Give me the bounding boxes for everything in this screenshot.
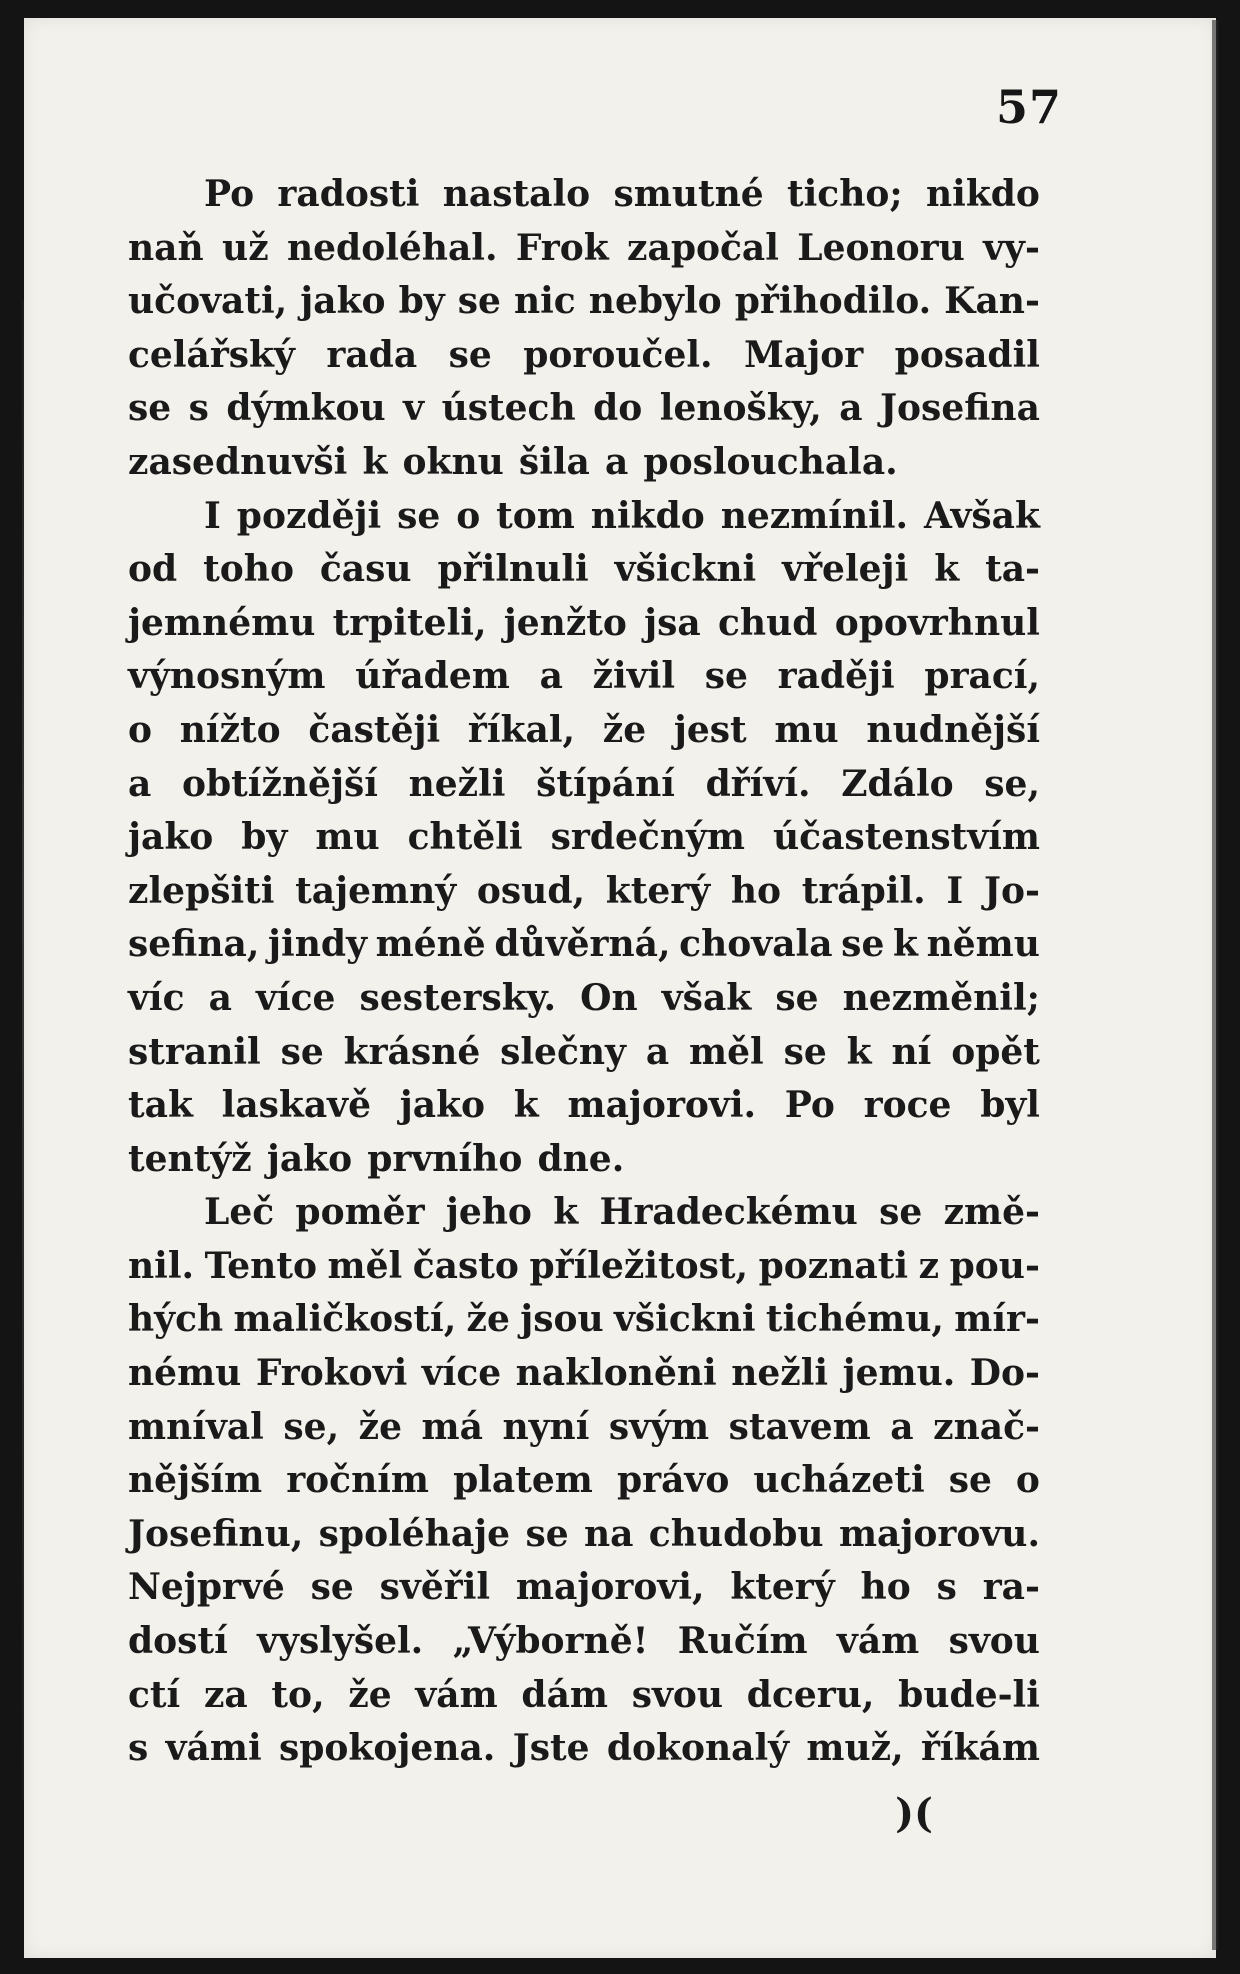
text-line (128, 650, 1040, 704)
word: jemu. (842, 1352, 956, 1395)
word: dne. (537, 1137, 625, 1180)
word: bude-li (898, 1673, 1040, 1716)
word: I (946, 869, 964, 912)
word: Zdálo (841, 762, 954, 805)
word: o (128, 708, 153, 751)
word: úřadem (355, 655, 510, 698)
word: raději (777, 655, 895, 698)
word: štípání (536, 762, 675, 805)
text-line (128, 222, 1040, 276)
word: tak (128, 1084, 193, 1127)
word: majorovi, (515, 1566, 705, 1609)
word: nežli (731, 1352, 829, 1395)
word: a (645, 1030, 670, 1073)
word: Major (744, 333, 864, 376)
word: to, (271, 1673, 325, 1716)
word: všickni (613, 1298, 756, 1341)
word: že (358, 1405, 402, 1448)
word: stavem (728, 1405, 871, 1448)
word: sefina, (128, 923, 260, 966)
word: znač- (933, 1405, 1040, 1448)
word: by (241, 816, 288, 859)
word: obtížnější (181, 762, 378, 805)
word: měl (689, 1030, 764, 1073)
word: radosti (277, 173, 420, 215)
word: ústech (441, 387, 576, 430)
word: nudnější (866, 708, 1040, 751)
word: srdečným (550, 816, 746, 859)
word: jest (673, 708, 747, 751)
word: němu (926, 923, 1040, 966)
word: a (208, 976, 232, 1019)
word: přihodilo. (734, 280, 932, 323)
word: častěji (308, 708, 441, 751)
word: změ- (943, 1191, 1040, 1234)
word: Frok (515, 226, 609, 269)
word: chud (718, 601, 818, 644)
word: důvěrná, (494, 923, 671, 966)
word: k (513, 1084, 539, 1127)
word: svou (948, 1620, 1040, 1663)
word: od (128, 548, 178, 591)
word: nezměnil; (842, 976, 1040, 1019)
word: mu (774, 708, 839, 751)
word: se (128, 387, 172, 430)
text-line (128, 597, 1040, 651)
word: který (730, 1566, 835, 1609)
word: Do- (969, 1352, 1040, 1395)
word: Hradeckému (599, 1191, 858, 1234)
word: se, (283, 1405, 340, 1448)
word: Josefina (880, 387, 1040, 430)
word: se (525, 1512, 569, 1555)
word: Leonoru (797, 226, 965, 269)
word: s (936, 1566, 957, 1609)
word: Kan- (944, 280, 1040, 323)
word: že (466, 1298, 510, 1341)
word: na (583, 1512, 634, 1555)
word: Nejprvé (128, 1566, 285, 1609)
word: více (421, 1352, 502, 1395)
word: se, (984, 762, 1040, 805)
word: platem (453, 1459, 593, 1502)
word: stranil (128, 1030, 261, 1073)
word: s (188, 387, 209, 430)
word: trpiteli, (332, 601, 487, 644)
body-text (128, 168, 1040, 1776)
word: více (256, 976, 336, 1019)
word: naň (128, 226, 204, 269)
word: svou (631, 1673, 724, 1716)
word: rada (326, 333, 418, 376)
word: ta- (985, 548, 1040, 591)
text-line (128, 1508, 1040, 1562)
word: Po (204, 173, 255, 215)
word: nil. (128, 1244, 195, 1287)
word: k (846, 1030, 872, 1073)
word: říkám (920, 1727, 1040, 1770)
word: mír- (954, 1298, 1040, 1341)
word: jako (128, 816, 214, 859)
word: poměr (295, 1191, 425, 1234)
word: a (128, 762, 152, 805)
word: učovati, (128, 280, 288, 323)
word: se (280, 1030, 324, 1073)
word: tichému, (765, 1298, 944, 1341)
word: maličkostí, (233, 1298, 457, 1341)
word: opět (951, 1030, 1040, 1073)
word: nějším (128, 1459, 263, 1502)
word: slečny (500, 1030, 626, 1073)
word: tajemný (295, 869, 457, 912)
word: ticho; (786, 173, 903, 215)
word: sestersky. (359, 976, 557, 1019)
word: spokojena. (278, 1727, 496, 1770)
word: k (934, 548, 960, 591)
word: ročním (286, 1459, 430, 1502)
text-line (128, 918, 1040, 972)
word: celářský (128, 333, 295, 376)
text-line (128, 1401, 1040, 1455)
word: a (539, 655, 563, 698)
word: Josefinu, (128, 1512, 304, 1555)
word: On (580, 976, 638, 1019)
word: výnosným (128, 655, 326, 698)
word: účastenstvím (773, 816, 1040, 859)
text-line (128, 1133, 1040, 1187)
word: svěřil (379, 1566, 491, 1609)
word: má (421, 1405, 483, 1448)
text-line (128, 1615, 1040, 1669)
word: vy- (983, 226, 1040, 269)
word: ra- (982, 1566, 1040, 1609)
word: vyslyšel. (257, 1620, 424, 1663)
word: spoléhaje (318, 1512, 511, 1555)
word: dříví. (705, 762, 811, 805)
word: ho (860, 1566, 911, 1609)
word: se (704, 655, 748, 698)
word: nebylo (588, 280, 722, 323)
text-line (128, 1454, 1040, 1508)
word: a (604, 440, 629, 483)
word: o (456, 494, 481, 537)
word: se (448, 333, 492, 376)
word: nakloněni (515, 1352, 717, 1395)
word: nedoléhal. (286, 226, 498, 269)
word: živil (592, 655, 675, 698)
text-line (128, 811, 1040, 865)
word: později (236, 494, 382, 537)
word: tentýž (128, 1137, 252, 1180)
word: se (879, 1191, 923, 1234)
word: trápil. (801, 869, 926, 912)
word: vámi (165, 1727, 262, 1770)
word: méně (375, 923, 486, 966)
word: Avšak (923, 494, 1040, 537)
word: šila (518, 440, 590, 483)
text-line (128, 1186, 1040, 1240)
word: chudobu (648, 1512, 824, 1555)
word: hých (128, 1298, 224, 1341)
word: jeho (445, 1191, 532, 1234)
word: často (412, 1244, 519, 1287)
text-line (128, 275, 1040, 329)
word: se (841, 923, 885, 966)
word: Ručím (677, 1620, 808, 1663)
word: nežli (408, 762, 506, 805)
text-line (128, 168, 1040, 222)
word: přilnuli (437, 548, 589, 591)
word: jindy (268, 923, 367, 966)
word: měl (327, 1244, 403, 1287)
word: příležitost, (529, 1244, 749, 1287)
word: nému (128, 1352, 242, 1395)
word: posadil (894, 333, 1040, 376)
word: říkal, (467, 708, 576, 751)
page-number: 57 (995, 80, 1062, 134)
word: času (319, 548, 412, 591)
text-line (128, 1079, 1040, 1133)
text-line (128, 543, 1040, 597)
word: nyní (502, 1405, 590, 1448)
word: byl (980, 1084, 1040, 1127)
word: oknu (402, 440, 504, 483)
word: nížto (179, 708, 281, 751)
word: jako (399, 1084, 486, 1127)
word: dýmkou (226, 387, 386, 430)
text-line (128, 972, 1040, 1026)
word: toho (203, 548, 294, 591)
word: opovrhnul (834, 601, 1040, 644)
word: Jo- (983, 869, 1040, 912)
text-line (128, 382, 1040, 436)
word: Tento (204, 1244, 317, 1287)
word: však (661, 976, 752, 1019)
word: s (128, 1727, 149, 1770)
word: že (602, 708, 647, 751)
word: Frokovi (255, 1352, 408, 1395)
word: chovala (679, 923, 833, 966)
word: jsou (520, 1298, 604, 1341)
word: zasednuvši (128, 440, 348, 483)
word: nic (513, 280, 576, 323)
word: se (783, 1030, 827, 1073)
word: vám (415, 1673, 498, 1716)
word: poroučel. (523, 333, 713, 376)
word: I (204, 494, 221, 537)
word: lenošky, (659, 387, 822, 430)
text-line (128, 1561, 1040, 1615)
word: Jste (512, 1727, 590, 1770)
word: k (553, 1191, 579, 1234)
word: za (203, 1673, 248, 1716)
text-line (128, 329, 1040, 383)
page-edge (1212, 20, 1218, 1950)
word: a (839, 387, 863, 430)
word: už (222, 226, 269, 269)
word: se (457, 280, 501, 323)
word: mu (315, 816, 380, 859)
text-line (128, 1722, 1040, 1776)
word: a (890, 1405, 914, 1448)
signature-mark: )( (895, 1790, 933, 1837)
word: „Výborně! (452, 1620, 649, 1663)
word: víc (128, 976, 185, 1019)
word: dceru, (746, 1673, 875, 1716)
word: ucházeti (753, 1459, 925, 1502)
word: by (398, 280, 445, 323)
word: do (593, 387, 643, 430)
word: prací, (924, 655, 1040, 698)
word: právo (616, 1459, 730, 1502)
word: chtěli (407, 816, 523, 859)
word: jsa (644, 601, 701, 644)
text-line (128, 1347, 1040, 1401)
word: jako (300, 280, 386, 323)
word: k (892, 923, 918, 966)
word: ní (891, 1030, 932, 1073)
word: se (775, 976, 819, 1019)
word: Leč (204, 1191, 275, 1234)
text-line (128, 490, 1040, 544)
word: k (362, 440, 388, 483)
word: nikdo (925, 173, 1040, 215)
text-line (128, 1026, 1040, 1080)
word: svým (608, 1405, 710, 1448)
word: nikdo (590, 494, 705, 537)
word: osud, (476, 869, 586, 912)
word: z (918, 1244, 940, 1287)
word: krásné (343, 1030, 481, 1073)
word: ho (730, 869, 782, 912)
word: započal (627, 226, 779, 269)
word: zlepšiti (128, 869, 275, 912)
word: poslouchala. (643, 440, 898, 483)
word: dostí (128, 1620, 228, 1663)
word: že (348, 1673, 392, 1716)
text-line (128, 436, 1040, 490)
word: nastalo (442, 173, 591, 215)
word: pou- (949, 1244, 1040, 1287)
word: který (605, 869, 711, 912)
word: v (403, 387, 425, 430)
word: jenžto (503, 601, 627, 644)
word: roce (863, 1084, 952, 1127)
word: tom (496, 494, 575, 537)
word: ctí (128, 1673, 181, 1716)
word: o (1015, 1459, 1040, 1502)
word: jako (266, 1137, 353, 1180)
word: poznati (758, 1244, 909, 1287)
word: prvního (367, 1137, 523, 1180)
word: se (397, 494, 441, 537)
word: se (948, 1459, 992, 1502)
word: vřeleji (782, 548, 909, 591)
text-line (128, 1669, 1040, 1723)
word: dokonalý (606, 1727, 790, 1770)
word: Po (784, 1084, 835, 1127)
word: mníval (128, 1405, 264, 1448)
text-line (128, 758, 1040, 812)
word: muž, (806, 1727, 904, 1770)
text-line (128, 704, 1040, 758)
text-line (128, 1293, 1040, 1347)
word: vám (836, 1620, 920, 1663)
text-line (128, 865, 1040, 919)
word: majorovi. (567, 1084, 757, 1127)
text-line (128, 1240, 1040, 1294)
word: nezmínil. (720, 494, 909, 537)
word: jemnému (128, 601, 316, 644)
word: laskavě (221, 1084, 372, 1127)
word: všickni (614, 548, 757, 591)
word: majorovu. (838, 1512, 1040, 1555)
word: dám (521, 1673, 609, 1716)
word: smutné (613, 173, 764, 215)
word: se (310, 1566, 354, 1609)
